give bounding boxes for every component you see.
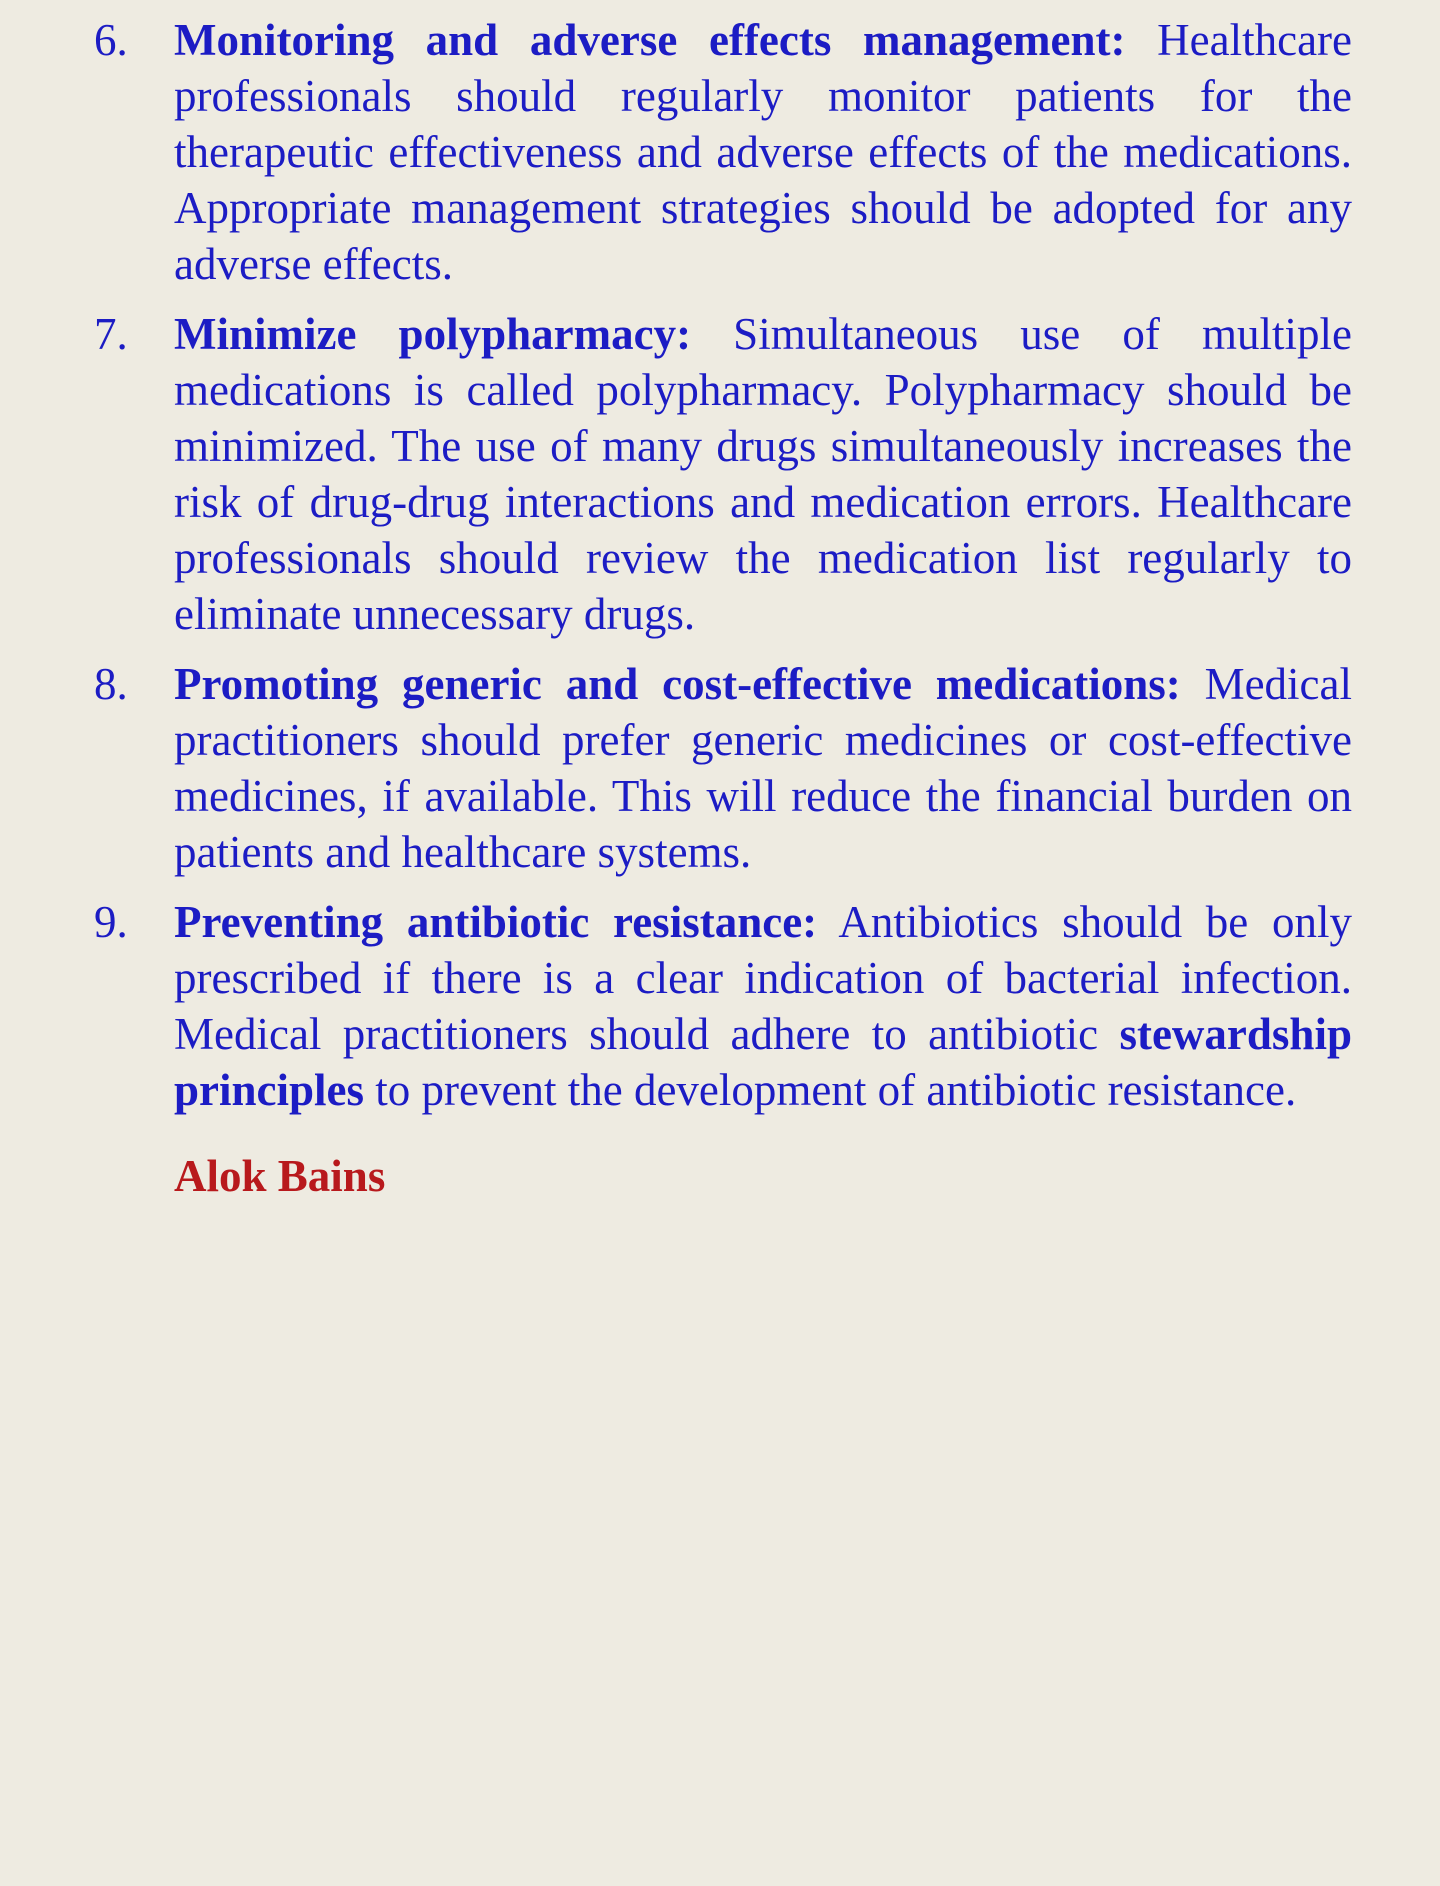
item-text: Medical practitioners should prefer generic medicines or cost-effective medicines, if available. This will reduce the financial burden on patients and healthcare systems.: [174, 659, 1353, 877]
item-heading: Monitoring and adverse effects management:: [174, 15, 1126, 65]
item-heading: Preventing antibiotic resistance:: [174, 897, 818, 947]
item-number: 9.: [94, 897, 128, 947]
item-text: Simultaneous use of multiple medications is called polypharmacy. Polypharmacy should be minimized. The use of many drugs simultaneously increases the risk of drug-drug interactions and medication errors. Healthcare professionals should review the medication list regularly to eliminate unnecessary drugs.: [174, 309, 1352, 639]
item-text-after: to prevent the development of antibiotic resistance.: [364, 1065, 1297, 1115]
list-item: [94, 306, 1352, 642]
list-item: [94, 894, 1352, 1118]
item-body: [174, 306, 1352, 642]
item-number: 6.: [94, 15, 128, 65]
item-emphasis: stewardship principles: [174, 1009, 1352, 1115]
item-heading: Minimize polypharmacy:: [174, 309, 692, 359]
list-item: [94, 12, 1352, 292]
author-signature: Alok Bains: [174, 1151, 386, 1201]
item-text: Antibiotics should be only prescribed if there is a clear indication of bacterial infection. Medical practitioners should adhere to antibiotic: [174, 897, 1352, 1059]
item-text: Healthcare professionals should regularly monitor patients for the therapeutic effectiveness and adverse effects of the medications. Appropriate management strategies should be adopted for any adverse effects.: [174, 15, 1352, 289]
list-item: [94, 656, 1352, 880]
item-number: 7.: [94, 309, 128, 359]
item-body: [174, 12, 1352, 292]
item-body: [174, 894, 1352, 1118]
item-body: [174, 656, 1352, 880]
item-number: 8.: [94, 659, 128, 709]
item-heading: Promoting generic and cost-effective medications:: [174, 659, 1181, 709]
numbered-list: [94, 12, 1352, 1118]
